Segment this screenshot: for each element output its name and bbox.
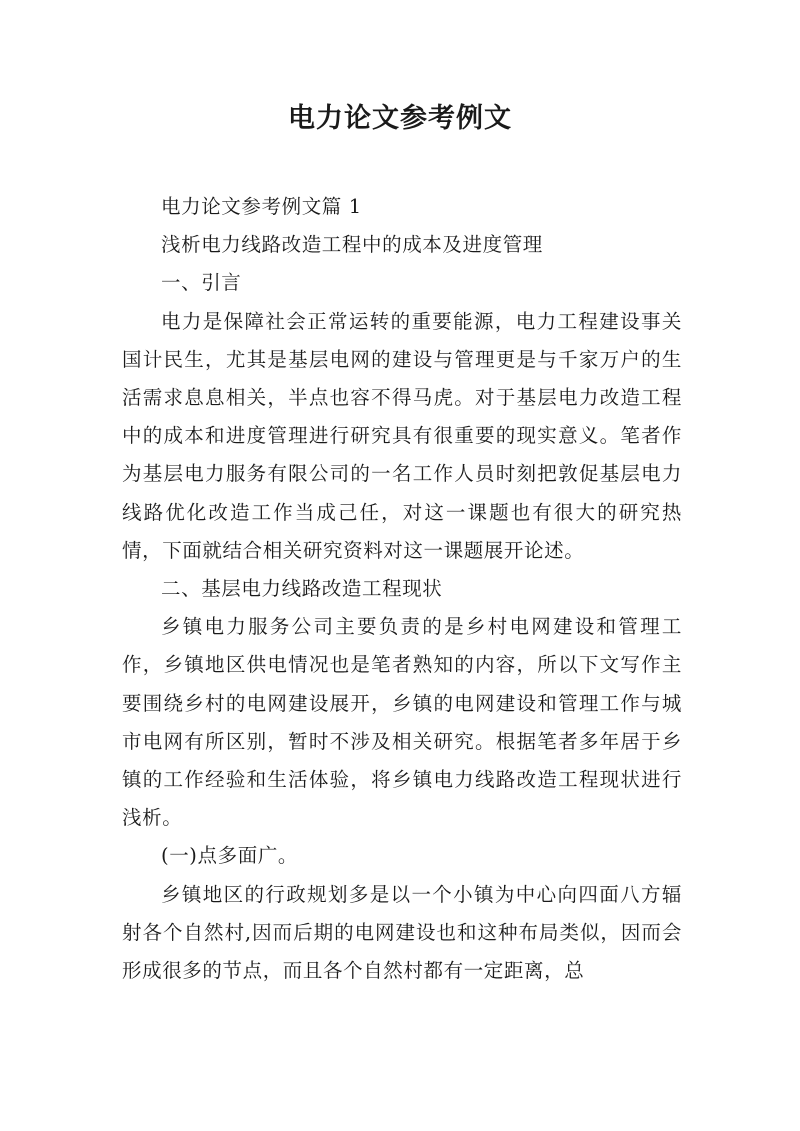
paragraph-current-status: 乡镇电力服务公司主要负责的是乡村电网建设和管理工作，乡镇地区供电情况也是笔者熟知的内容，所以下文写作主要围绕乡村的电网建设展开，乡镇的电网建设和管理工作与城市电网有所区别，暂时不涉及相关研究。根据笔者多年居于乡镇的工作经验和生活体验，将乡镇电力线路改造工程现状进行浅析。	[122, 615, 682, 830]
section-heading-introduction: 一、引言	[161, 271, 242, 295]
subsection-heading-1: (一)点多面广。	[161, 844, 299, 868]
document-title: 电力论文参考例文	[288, 103, 512, 134]
section-heading-current-status: 二、基层电力线路改造工程现状	[161, 577, 443, 601]
document-body	[122, 188, 682, 990]
article-number-line: 电力论文参考例文篇 1	[161, 195, 362, 218]
paragraph-introduction: 电力是保障社会正常运转的重要能源，电力工程建设事关国计民生，尤其是基层电网的建设与管理更是与千家万户的生活需求息息相关，半点也容不得马虎。对于基层电力改造工程中的成本和进度管理进行研究具有很重要的现实意义。笔者作为基层电力服务有限公司的一名工作人员时刻把敦促基层电力线路优化改造工作当成己任，对这一课题也有很大的研究热情，下面就结合相关研究资料对这一课题展开论述。	[122, 309, 682, 562]
paragraph-subsection-1: 乡镇地区的行政规划多是以一个小镇为中心向四面八方辐射各个自然村,因而后期的电网建设也和这种布局类似，因而会形成很多的节点，而且各个自然村都有一定距离，总	[122, 882, 682, 983]
article-title-line: 浅析电力线路改造工程中的成本及进度管理	[161, 233, 543, 257]
